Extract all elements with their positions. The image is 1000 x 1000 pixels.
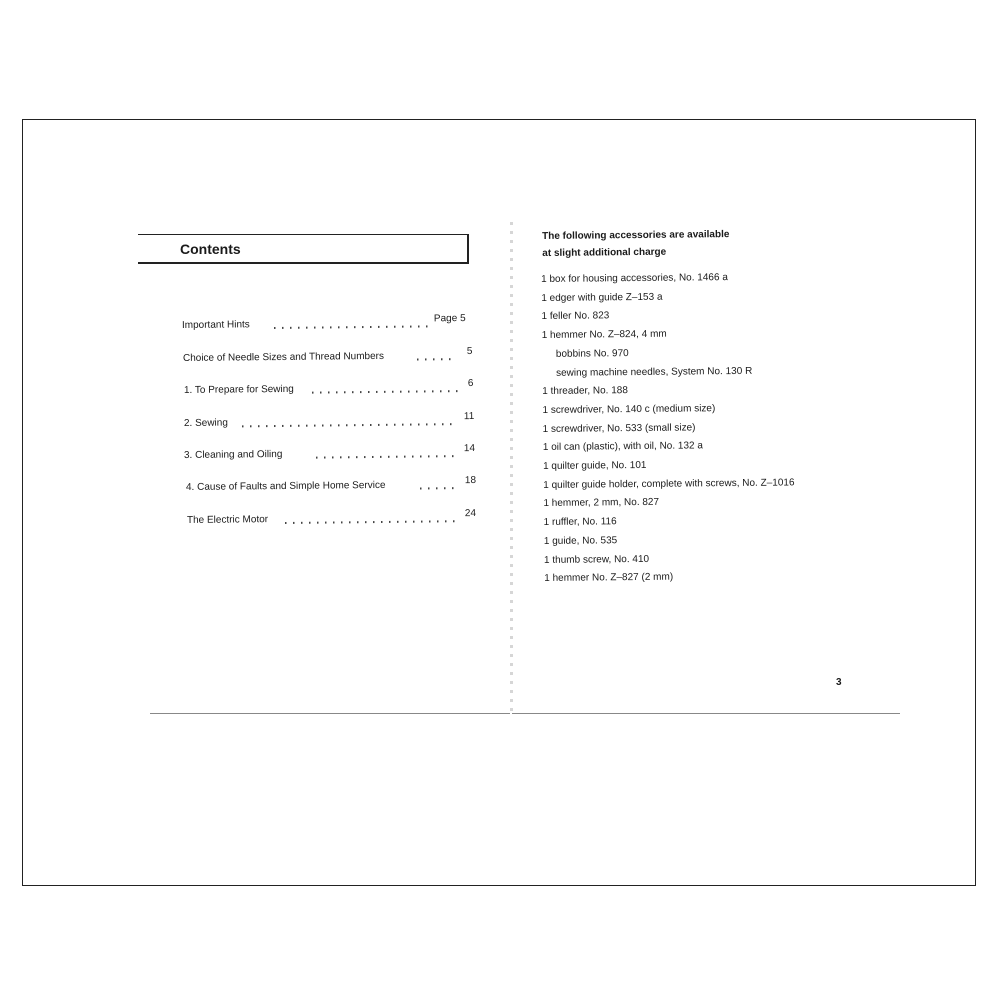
toc-page-number: 24 <box>464 507 477 520</box>
list-item: 1 screwdriver, No. 533 (small size) <box>542 422 696 435</box>
toc-row <box>186 507 517 533</box>
list-item: 1 quilter guide, No. 101 <box>542 459 647 473</box>
toc-leader-dots <box>316 455 456 458</box>
list-item: 1 feller No. 823 <box>541 310 610 323</box>
toc-leader-dots <box>312 390 458 394</box>
list-item: 1 hemmer No. Z–824, 4 mm <box>541 328 667 342</box>
toc-label: The Electric Motor <box>187 514 272 526</box>
list-item: 1 quilter guide holder, complete with screws, No. Z–1016 <box>543 477 795 491</box>
toc-label: 3. Cleaning and Oiling <box>184 449 287 461</box>
toc-page-number: 11 <box>463 410 475 423</box>
toc-label: 1. To Prepare for Sewing <box>184 384 298 396</box>
list-item: 1 box for housing accessories, No. 1466 a <box>541 272 728 285</box>
toc-page-number: 5 <box>466 345 473 358</box>
toc-row <box>182 345 513 371</box>
contents-heading-box <box>138 234 469 264</box>
accessories-heading-line: The following accessories are available <box>542 229 730 242</box>
toc-row <box>185 474 516 500</box>
toc-row <box>183 410 514 436</box>
toc-label: 2. Sewing <box>184 417 232 429</box>
accessories-heading-line: at slight additional charge <box>542 246 667 259</box>
toc-page-number: 14 <box>463 442 476 455</box>
list-item: 1 thumb screw, No. 410 <box>543 553 650 566</box>
list-item: 1 guide, No. 535 <box>543 535 618 547</box>
toc-row <box>181 313 512 338</box>
page-gutter <box>510 222 513 712</box>
list-item: 1 hemmer No. Z–827 (2 mm) <box>544 571 674 585</box>
toc-page-number: 6 <box>467 377 474 390</box>
toc-page-number: 18 <box>464 474 477 487</box>
toc-row <box>183 442 514 468</box>
toc-row <box>183 377 514 403</box>
contents-title: Contents <box>180 241 241 257</box>
toc-leader-dots <box>420 487 456 489</box>
list-item: 1 screwdriver, No. 140 c (medium size) <box>542 403 716 416</box>
list-item: 1 oil can (plastic), with oil, No. 132 a <box>542 440 703 454</box>
toc-leader-dots <box>417 358 457 360</box>
toc-leader-dots <box>285 520 455 524</box>
toc-leader-dots <box>274 325 432 329</box>
toc-label: Choice of Needle Sizes and Thread Numbers <box>183 351 388 364</box>
accessories-heading <box>542 226 730 262</box>
bottom-rule-left <box>150 713 510 714</box>
bottom-rule-right <box>512 713 900 714</box>
list-item: 1 ruffler, No. 116 <box>543 516 617 529</box>
list-item: bobbins No. 970 <box>555 347 629 360</box>
list-item: sewing machine needles, System No. 130 R <box>556 365 753 379</box>
list-item: 1 edger with guide Z–153 a <box>541 291 663 304</box>
list-item: 1 hemmer, 2 mm, No. 827 <box>543 497 660 510</box>
toc-label: Important Hints <box>182 319 254 331</box>
list-item: 1 threader, No. 188 <box>542 385 628 398</box>
accessories-list <box>541 268 796 589</box>
toc-label: 4. Cause of Faults and Simple Home Service <box>186 480 390 493</box>
page-number: 3 <box>836 677 842 688</box>
toc-leader-dots <box>242 423 456 427</box>
toc-page-number: Page 5 <box>433 313 466 325</box>
